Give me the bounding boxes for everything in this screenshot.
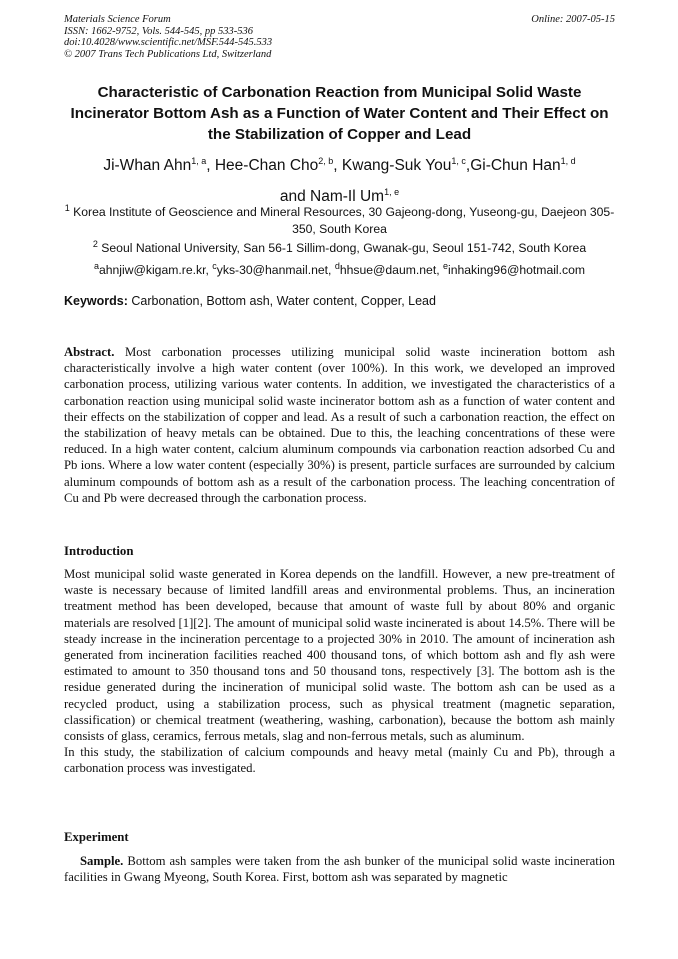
author: Gi-Chun Han$^{1, d}$ xyxy=(470,156,576,175)
paper-title: Characteristic of Carbonation Reaction from Municipal Solid Waste Incinerator Bottom Ash as a Function of Water Content and Their Effect on the Stabilization of Copper and Lead xyxy=(70,84,609,143)
affiliation-1: $^1$ Korea Institute of Geoscience and Mineral Resources, 30 Gajeong-dong, Yuseong-gu, Daejeon 305-350, South Korea xyxy=(64,203,615,237)
copyright: © 2007 Trans Tech Publications Ltd, Switzerland xyxy=(64,48,272,60)
keywords-label: Keywords: xyxy=(64,294,128,308)
issn: ISSN: 1662-9752, Vols. 544-545, pp 533-536 xyxy=(64,25,253,37)
online-date: Online: 2007-05-15 xyxy=(531,14,615,25)
email-link[interactable]: hhsue@daum.net, xyxy=(339,263,443,278)
email-link[interactable]: yks-30@hanmail.net, xyxy=(216,263,335,278)
introduction-heading: Introduction xyxy=(64,544,134,558)
abstract-label: Abstract. xyxy=(64,345,115,359)
sample-label: Sample. xyxy=(80,854,124,868)
abstract-text: Most carbonation processes utilizing municipal solid waste incineration bottom ash characteristically involve a high water content (over 100%). In this work, we developed an improved carbonation process, utilizing various water contents. In addition, we investigated the characteristics of a carbonation reaction using municipal solid waste incinerator bottom ash as a function of water content and their effects on the stabilization of copper and lead. As a result of such a carbonation reaction, the effect on the stabilization of heavy metals can be obtained. Due to this, the leaching concentrations of these were reduced. In a high water content, calcium aluminum compounds via carbonation reaction adsorbed Cu and Pb ions. Where a low water content (especially 30%) is present, particle surfaces are surrounded by calcium aluminum compounds of bottom ash as a result of the carbonation process. The leaching concentration of Cu and Pb were decreased through the carbonation process. xyxy=(64,345,615,505)
email-list: $^a$ahnjiw@kigam.re.kr, $^c$yks-30@hanmail.net, $^d$hhsue@daum.net, $^e$inhaking96@hotmail.com xyxy=(93,261,586,278)
journal-header xyxy=(64,14,272,60)
introduction-body: Most municipal solid waste generated in Korea depends on the landfill. However, a new pre-treatment of waste is necessary because of limited landfill areas and environmental problems. Thus, an incineration treatment method has been developed, because that amount of waste full by about 80% and organic materials are resolved [1][2]. The amount of municipal solid waste incinerated is about 14.5%. There will be steady increase in the incineration percentage to a projected 30% in 2010. The amount of incineration ash generated from incineration facilities reached 400 thousand tons, of which bottom ash and fly ash were estimated to amount to 350 thousand tons and 50 thousand tons, respectively [3]. The bottom ash is the residue generated during the incineration of municipal solid waste. The bottom ash can be used as a recycled product, using a stabilization process, such as physical treatment (magnetic separation, classification) or chemical treatment (weathering, washing, carbonation), because the bottom ash mainly consists of glass, ceramics, ferrous metals, slag and non-ferrous metals, such as aluminum. In this study, the stabilization of calcium compounds and heavy metal (mainly Cu and Pb), through a carbonation process was investigated. xyxy=(64,567,615,776)
keywords-text: Carbonation, Bottom ash, Water content, Copper, Lead xyxy=(127,294,436,308)
doi: doi:10.4028/www.scientific.net/MSF.544-545.533 xyxy=(64,37,273,48)
author: and Nam-Il Um$^{1, e}$ xyxy=(279,187,400,206)
abstract xyxy=(64,344,615,506)
sample-text: Bottom ash samples were taken from the ash bunker of the municipal solid waste incineration facilities in Gwang Myeong, South Korea. First, bottom ash was separated by magnetic xyxy=(64,854,615,885)
affiliation-2: $^2$ Seoul National University, San 56-1 Sillim-dong, Gwanak-gu, Seoul 151-742, South Korea xyxy=(92,239,587,256)
email-link[interactable]: inhaking96@hotmail.com xyxy=(448,263,586,278)
email-link[interactable]: ahnjiw@kigam.re.kr, xyxy=(98,263,213,278)
experiment-heading: Experiment xyxy=(64,830,129,844)
keywords xyxy=(64,294,436,308)
author: Kwang-Suk You$^{1, c}$, xyxy=(341,156,471,175)
author: Ji-Whan Ahn$^{1, a}$, xyxy=(103,156,215,175)
experiment-body xyxy=(64,853,615,885)
journal-name: Materials Science Forum xyxy=(64,14,171,25)
author: Hee-Chan Cho$^{2, b}$, xyxy=(214,156,342,175)
